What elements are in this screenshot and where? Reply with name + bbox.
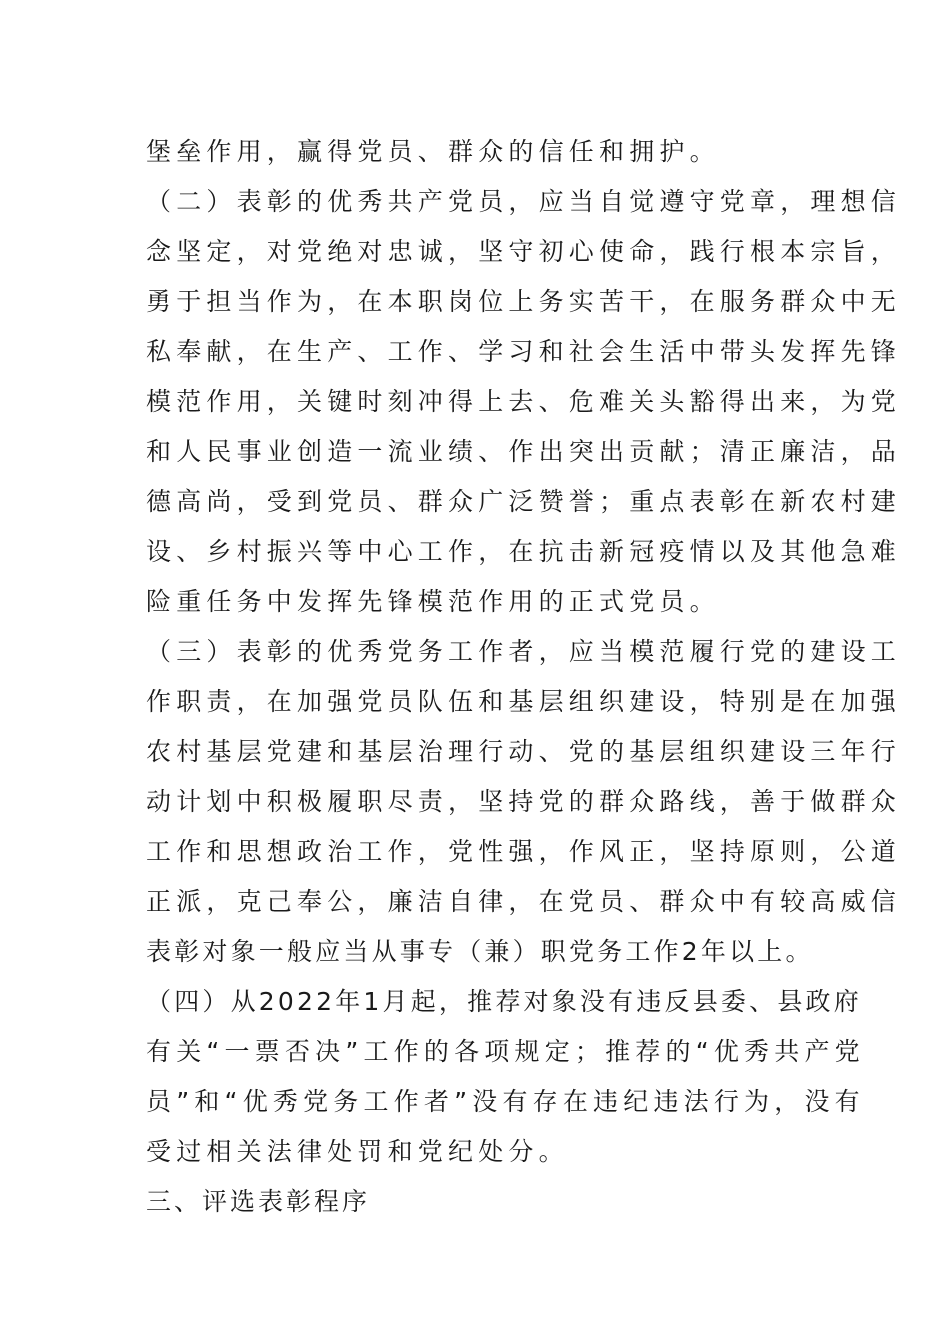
text-line-4: 勇于担当作为，在本职岗位上务实苦干，在服务群众中无 <box>146 287 902 316</box>
text-line-15: 工作和思想政治工作，党性强，作风正，坚持原则，公道 <box>146 837 902 866</box>
section-heading: 三、评选表彰程序 <box>146 1187 371 1216</box>
text-line-17: 表彰对象一般应当从事专（兼）职党务工作2年以上。 <box>146 937 814 966</box>
text-line-8: 德高尚，受到党员、群众广泛赞誉；重点表彰在新农村建 <box>146 487 902 516</box>
text-line-11: （三）表彰的优秀党务工作者，应当模范履行党的建设工 <box>146 637 902 666</box>
text-line-13: 农村基层党建和基层治理行动、党的基层组织建设三年行 <box>146 737 902 766</box>
text-line-9: 设、乡村振兴等中心工作，在抗击新冠疫情以及其他急难 <box>146 537 902 566</box>
text-line-3: 念坚定，对党绝对忠诚，坚守初心使命，践行根本宗旨， <box>146 237 902 266</box>
text-line-19: 有关“一票否决”工作的各项规定；推荐的“优秀共产党 <box>146 1037 865 1066</box>
text-line-20: 员”和“优秀党务工作者”没有存在违纪违法行为，没有 <box>146 1087 865 1116</box>
text-line-21: 受过相关法律处罚和党纪处分。 <box>146 1137 569 1166</box>
text-line-14: 动计划中积极履职尽责，坚持党的群众路线，善于做群众 <box>146 787 902 816</box>
text-line-16: 正派，克己奉公，廉洁自律，在党员、群众中有较高威信 <box>146 887 902 916</box>
text-line-12: 作职责，在加强党员队伍和基层组织建设，特别是在加强 <box>146 687 902 716</box>
text-line-18: （四）从2022年1月起，推荐对象没有违反县委、县政府 <box>146 987 862 1016</box>
text-line-2: （二）表彰的优秀共产党员，应当自觉遵守党章，理想信 <box>146 187 902 216</box>
text-line-1: 堡垒作用，赢得党员、群众的信任和拥护。 <box>146 137 720 166</box>
text-line-10: 险重任务中发挥先锋模范作用的正式党员。 <box>146 587 720 616</box>
text-line-7: 和人民事业创造一流业绩、作出突出贡献；清正廉洁，品 <box>146 437 902 466</box>
text-line-5: 私奉献，在生产、工作、学习和社会生活中带头发挥先锋 <box>146 337 902 366</box>
text-line-6: 模范作用，关键时刻冲得上去、危难关头豁得出来，为党 <box>146 387 902 416</box>
